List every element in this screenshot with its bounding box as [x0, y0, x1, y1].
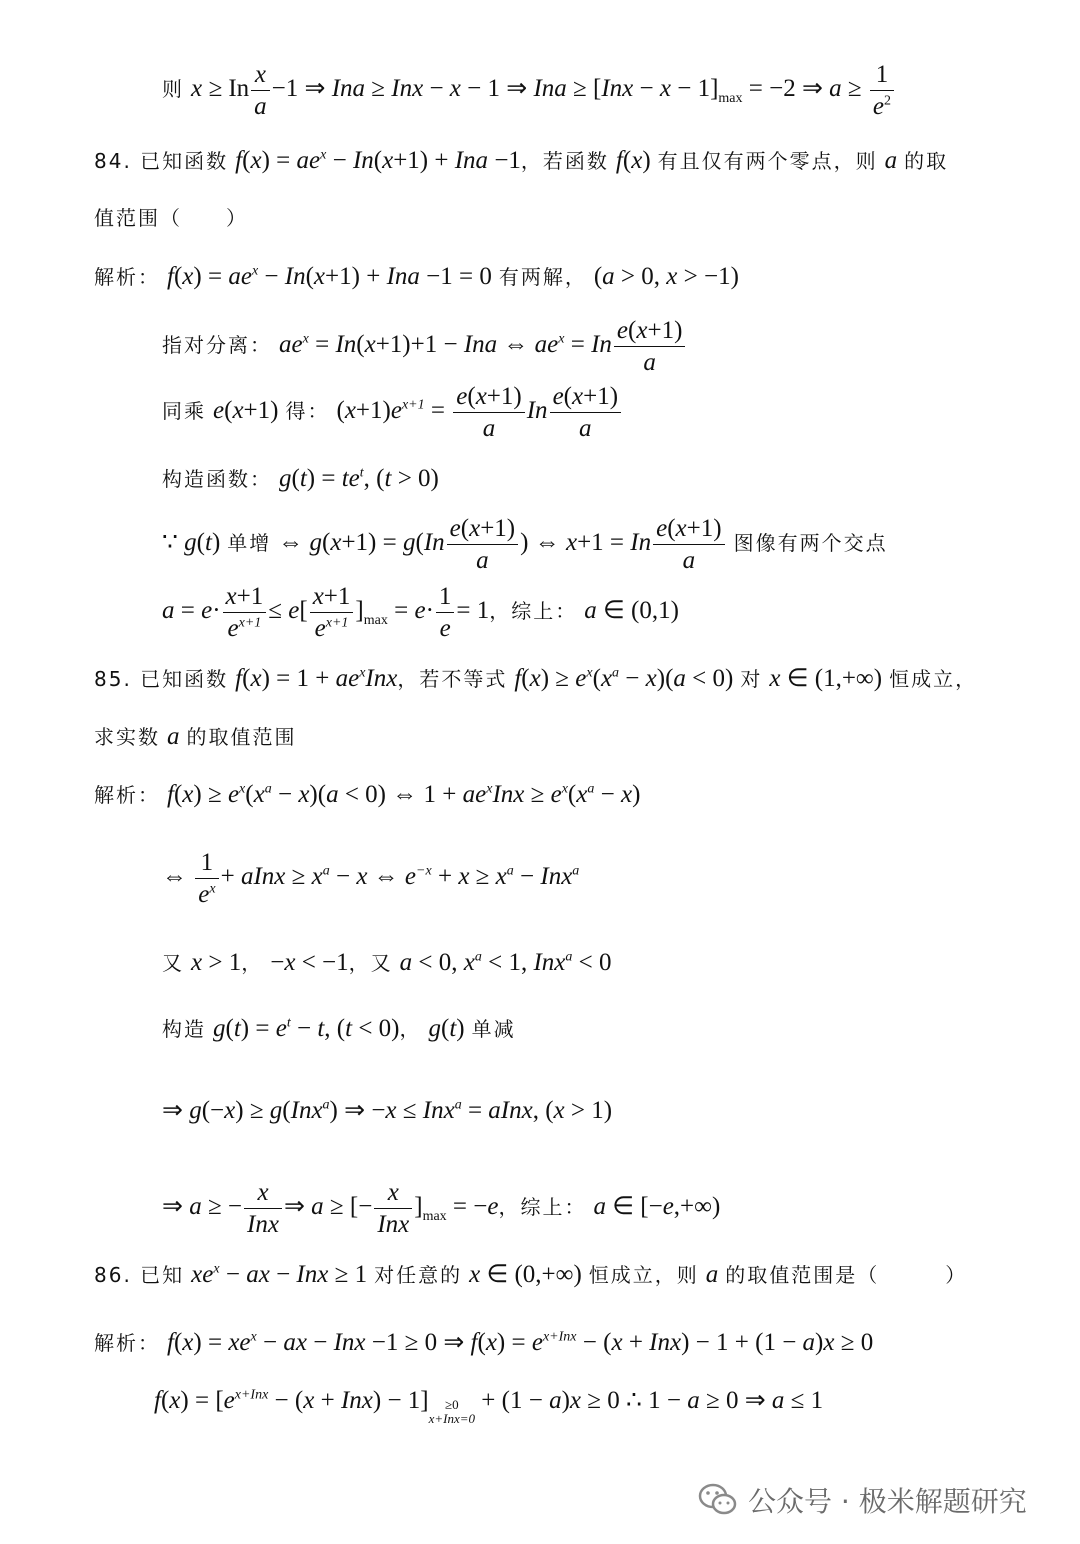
problem-84-line2: 值范围（ ） — [94, 206, 248, 230]
text-prefix: 则 — [162, 77, 184, 102]
p85-construct: 构造 — [162, 1017, 206, 1041]
watermark-text: 公众号 · 极米解题研究 — [748, 1485, 1027, 1518]
p84-solution-2: 指对分离： $ae^x = In(x+1)+1$ − Ina ⇔ $ae^x = In$ $\frac{e(x+1)}{a}$ — [162, 318, 687, 375]
p84-inter: 图像有两个交点 — [733, 531, 888, 556]
p84-tail: 的取 — [904, 149, 949, 173]
p84-solution-3: 同乘 e(x+1) 得： $(x+1)e^{x+1}$ = $\frac{e(x+1)}{a}$ In $\frac{e(x+1)}{a}$ — [162, 384, 623, 441]
p84-solution-4: 构造函数： $g(t) = te^t$, (t > 0) — [162, 465, 439, 492]
p86-tail: 的取值范围是（ ） — [725, 1263, 968, 1287]
p84-mul-label2: 得： — [285, 399, 330, 424]
p86-mid: 对任意的 — [374, 1263, 463, 1287]
p85-sol-label: 解析： — [94, 783, 160, 807]
problem-86-line1: 86. 已知 $xe^x$ − ax − Inx ≥ 1 对任意的 x ∈ (0,+∞) 恒成立，则 a 的取值范围是（ ） — [94, 1261, 968, 1288]
formula-line-top: 则 x ≥ In $\frac{x}{a}$ −1 ⇒ Ina ≥ Inx − x − 1 ⇒ Ina ≥ $[Inx - x - 1]_{max} = -2$ ⇒ a ≥ $\frac{1}{e^2}$ — [162, 62, 896, 119]
p85-dec: 单减 — [471, 1017, 516, 1041]
p85-prefix: 85. 已知函数 — [94, 667, 229, 691]
p85-solution-6: ⇒ a ≥ − $\frac{x}{\text{Inx}}$ ⇒ a ≥ [− $\frac{x}{\text{Inx}}$ ]$_{max} = -e$，综上： a ∈ [−e,+∞) — [162, 1179, 721, 1238]
p86-prefix: 86. 已知 — [94, 1263, 185, 1287]
problem-85-line2: 求实数 a 的取值范围 — [94, 723, 297, 750]
p85-again2: ，又 — [348, 951, 393, 975]
watermark — [698, 1480, 1027, 1520]
p84-sol-text: 有两解， — [498, 265, 587, 289]
p85-summary: ，综上： — [498, 1195, 587, 1220]
p84-solution-5: ∵ g(t) 单增 ⇔ g(x+1) = g(In $\frac{e(x+1)}{a}$ ) ⇔ x+1 = In $\frac{e(x+1)}{a}$ 图像有两个交点 — [162, 515, 888, 574]
p85-solution-4: 构造 $g(t) = e^t - t$, (t < 0)， g(t) 单减 — [162, 1015, 516, 1042]
p84-summary: ，综上： — [489, 599, 578, 624]
p84-end: 有且仅有两个零点，则 — [657, 149, 878, 173]
p85-mid2: 对 — [740, 667, 763, 691]
wechat-icon — [698, 1483, 738, 1517]
p84-prefix: 84. 已知函数 — [94, 149, 229, 173]
p86-solution-2: $f(x) = [e^{x+Inx} - (x + Inx) - 1]$ ≥0 x+Inx=0 + (1 − a)x ≥ 0 ∴ 1 − a ≥ 0 ⇒ a ≤ 1 — [154, 1387, 824, 1427]
p85-comma: ， — [241, 951, 264, 975]
p84-construct-label: 构造函数： — [162, 467, 272, 491]
p85-line2-tail: 的取值范围 — [186, 725, 297, 749]
p84-sol-label: 解析： — [94, 265, 160, 289]
p85-end: 恒成立， — [889, 667, 978, 691]
p84-mid: ，若函数 — [520, 149, 609, 173]
p85-solution-3: 又 x > 1， −x < −1，又 a < 0, $x^a < 1$, Inx$^a$ < 0 — [162, 949, 612, 976]
p85-again: 又 — [162, 951, 184, 975]
p84-sep-label: 指对分离： — [162, 333, 272, 358]
p85-line2: 求实数 — [94, 725, 160, 749]
p85-solution-1: 解析： $f(x) \ge e^x(x^a - x)(a < 0)$ ⇔ $1 + ae^xInx \ge e^x(x^a - x)$ — [94, 781, 641, 808]
p86-solution-1: 解析： $f(x) = xe^x$ − ax − Inx −1 ≥ 0 ⇒ $f(x) = e^{x+Inx} - (x + Inx) - 1 + (1 - a)x \ge 0$ — [94, 1329, 874, 1356]
p84-mono: 单增 — [227, 531, 272, 556]
p86-end: 恒成立，则 — [588, 1263, 699, 1287]
p84-solution-1: 解析： $f(x) = ae^x - In(x+1)$ + Ina −1 = 0 有两解， (a > 0, x > −1) — [94, 263, 739, 290]
p85-solution-5: ⇒ g(−x) ≥ g(Inx$^a$) ⇒ −x ≤ Inx$^a$ = aInx, (x > 1) — [162, 1097, 613, 1124]
p84-mul-label: 同乘 — [162, 399, 206, 424]
p84-solution-6: a = e· $\frac{x+1}{e^{x+1}}$ ≤ e[ $\frac{x+1}{e^{x+1}}$ ]$_{max} = e\cdot$ $\frac{1}{e}$ = 1，综上： a ∈ (0,1) — [162, 583, 679, 642]
problem-85-line1: 85. 已知函数 $f(x) = 1 + ae^xInx$，若不等式 $f(x) \ge e^x(x^a - x)(a < 0)$ 对 x ∈ (1,+∞) 恒成立， — [94, 665, 978, 692]
p86-sol-label: 解析： — [94, 1331, 160, 1355]
p85-mid: ，若不等式 — [397, 667, 508, 691]
problem-84-line1: 84. 已知函数 $f(x) = ae^x - In(x+1)$ + Ina −1，若函数 f(x) 有且仅有两个零点，则 a 的取 — [94, 147, 949, 174]
p85-solution-2: ⇔ $\frac{1}{e^x}$ + aInx ≥ $x^a - x$ ⇔ $e^{-x} + x \ge x^a - Inx^a$ — [162, 849, 580, 908]
